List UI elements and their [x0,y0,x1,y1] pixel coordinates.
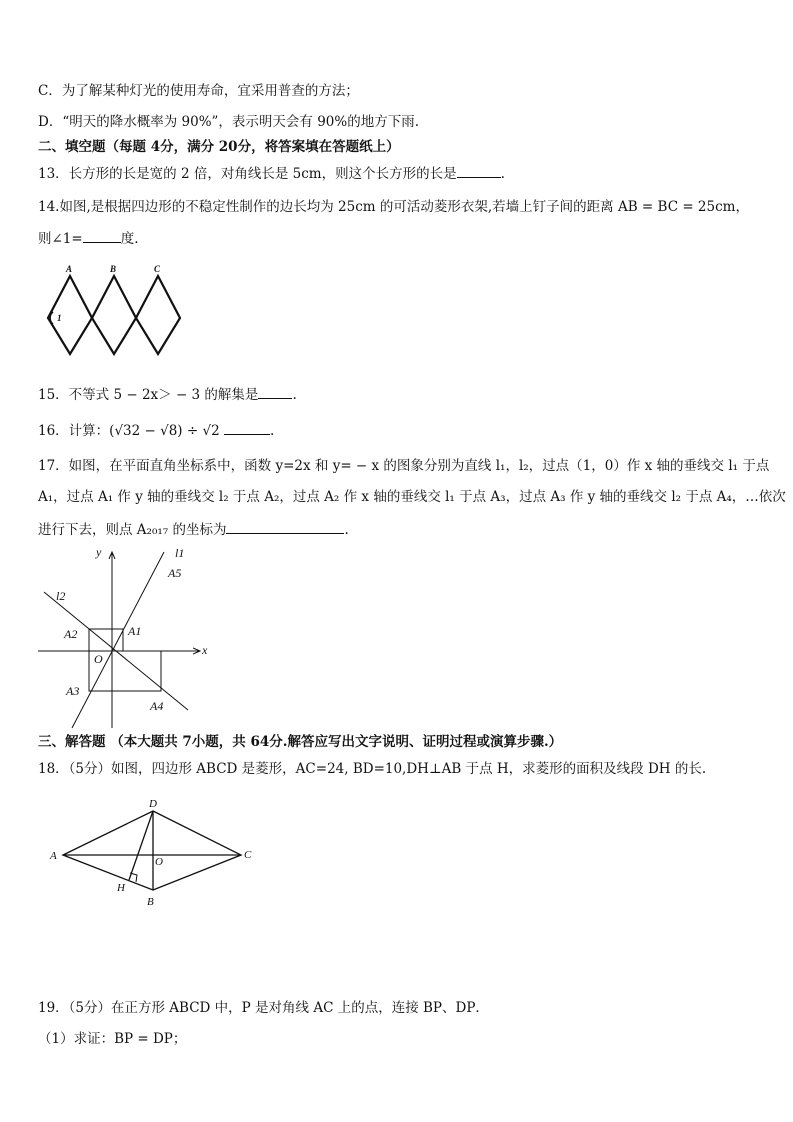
answer-blank-13[interactable] [457,164,501,178]
label-a3: A3 [66,684,80,698]
question-17-period: . [344,522,349,538]
rhombus-abcd [63,811,241,890]
label-b: B [110,264,117,274]
answer-blank-14[interactable] [83,229,121,243]
label-a4: A4 [150,699,164,713]
question-16 [38,421,274,440]
label-angle-1: 1 [57,313,62,323]
label-l2: l2 [56,589,66,603]
question-19: 19．（5分）在正方形 ABCD 中，P 是对角线 AC 上的点，连接 BP、DP． [38,1000,489,1016]
label-x: x [202,643,208,657]
label-a2: A2 [64,627,78,641]
option-c: C．为了解某种灯光的使用寿命，宜采用普查的方法； [38,83,359,99]
label-a: A [50,850,57,862]
answer-blank-16[interactable] [224,421,270,435]
label-b: B [147,896,154,908]
question-13-text: 13．长方形的长是宽的 2 倍，对角线长是 5cm，则这个长方形的长是 [38,166,457,182]
question-16-text: 16．计算：(√32 − √8) ÷ √2 [38,423,220,439]
option-d: D．“明天的降水概率为 90%”，表示明天会有 90%的地方下雨. [38,114,420,130]
label-d: D [149,798,157,810]
question-15-text: 15．不等式 5 − 2x＞ − 3 的解集是 [38,387,259,403]
question-14-unit: 度. [120,231,139,247]
rhombus-3 [136,276,180,354]
question-17-cont-2 [38,520,349,539]
question-17-cont-1: A₁，过点 A₁ 作 y 轴的垂线交 l₂ 于点 A₂，过点 A₂ 作 x 轴的垂线交 l₁ 于点 A₃，过点 A₃ 作 y 轴的垂线交 l₂ 于点 A₄，…依次 [38,489,786,505]
figure-14-rhombus-hanger [40,262,190,358]
question-17: 17．如图，在平面直角坐标系中，函数 y=2x 和 y= − x 的图象分别为直线 l₁，l₂，过点（1，0）作 x 轴的垂线交 l₁ 于点 [38,458,770,474]
question-13-period: . [500,166,505,182]
question-13 [38,164,505,183]
figure-18-rhombus [40,795,270,915]
figure-17-coordinate-system [30,542,220,732]
answer-blank-17[interactable] [226,520,344,534]
question-14: 14.如图,是根据四边形的不稳定性制作的边长均为 25cm 的可活动菱形衣架,若墙上钉子间的距离 AB = BC = 25cm， [38,199,749,215]
label-c: C [154,264,161,274]
label-o: O [155,856,163,868]
question-15 [38,385,297,404]
question-14-cont [38,229,139,248]
label-l1: l1 [175,546,185,560]
label-origin: O [94,652,103,666]
answer-blank-15[interactable] [258,385,292,399]
question-15-period: . [292,387,297,403]
section-3-heading: 三、解答题 （本大题共 7小题，共 64分.解答应写出文字说明、证明过程或演算步骤.） [38,734,563,750]
label-a5: A5 [168,566,182,580]
question-18: 18．（5分）如图，四边形 ABCD 是菱形，AC=24, BD=10,DH⊥AB 于点 H，求菱形的面积及线段 DH 的长. [38,761,707,777]
section-2-heading: 二、填空题（每题 4分，满分 20分，将答案填在答题纸上） [38,139,400,155]
rhombus-2 [92,276,136,354]
label-a: A [66,264,73,274]
question-14-angle-text: 则∠1= [38,231,83,247]
question-17-final-text: 进行下去，则点 A₂₀₁₇ 的坐标为 [38,522,227,538]
rhombus-1 [48,276,92,354]
label-a1: A1 [128,624,142,638]
angle-1-arc [50,312,53,324]
label-h: H [117,882,125,894]
question-16-period: . [269,423,275,439]
label-c: C [244,849,252,861]
label-y: y [96,545,102,559]
question-19-part-1: （1）求证：BP = DP； [38,1031,187,1047]
